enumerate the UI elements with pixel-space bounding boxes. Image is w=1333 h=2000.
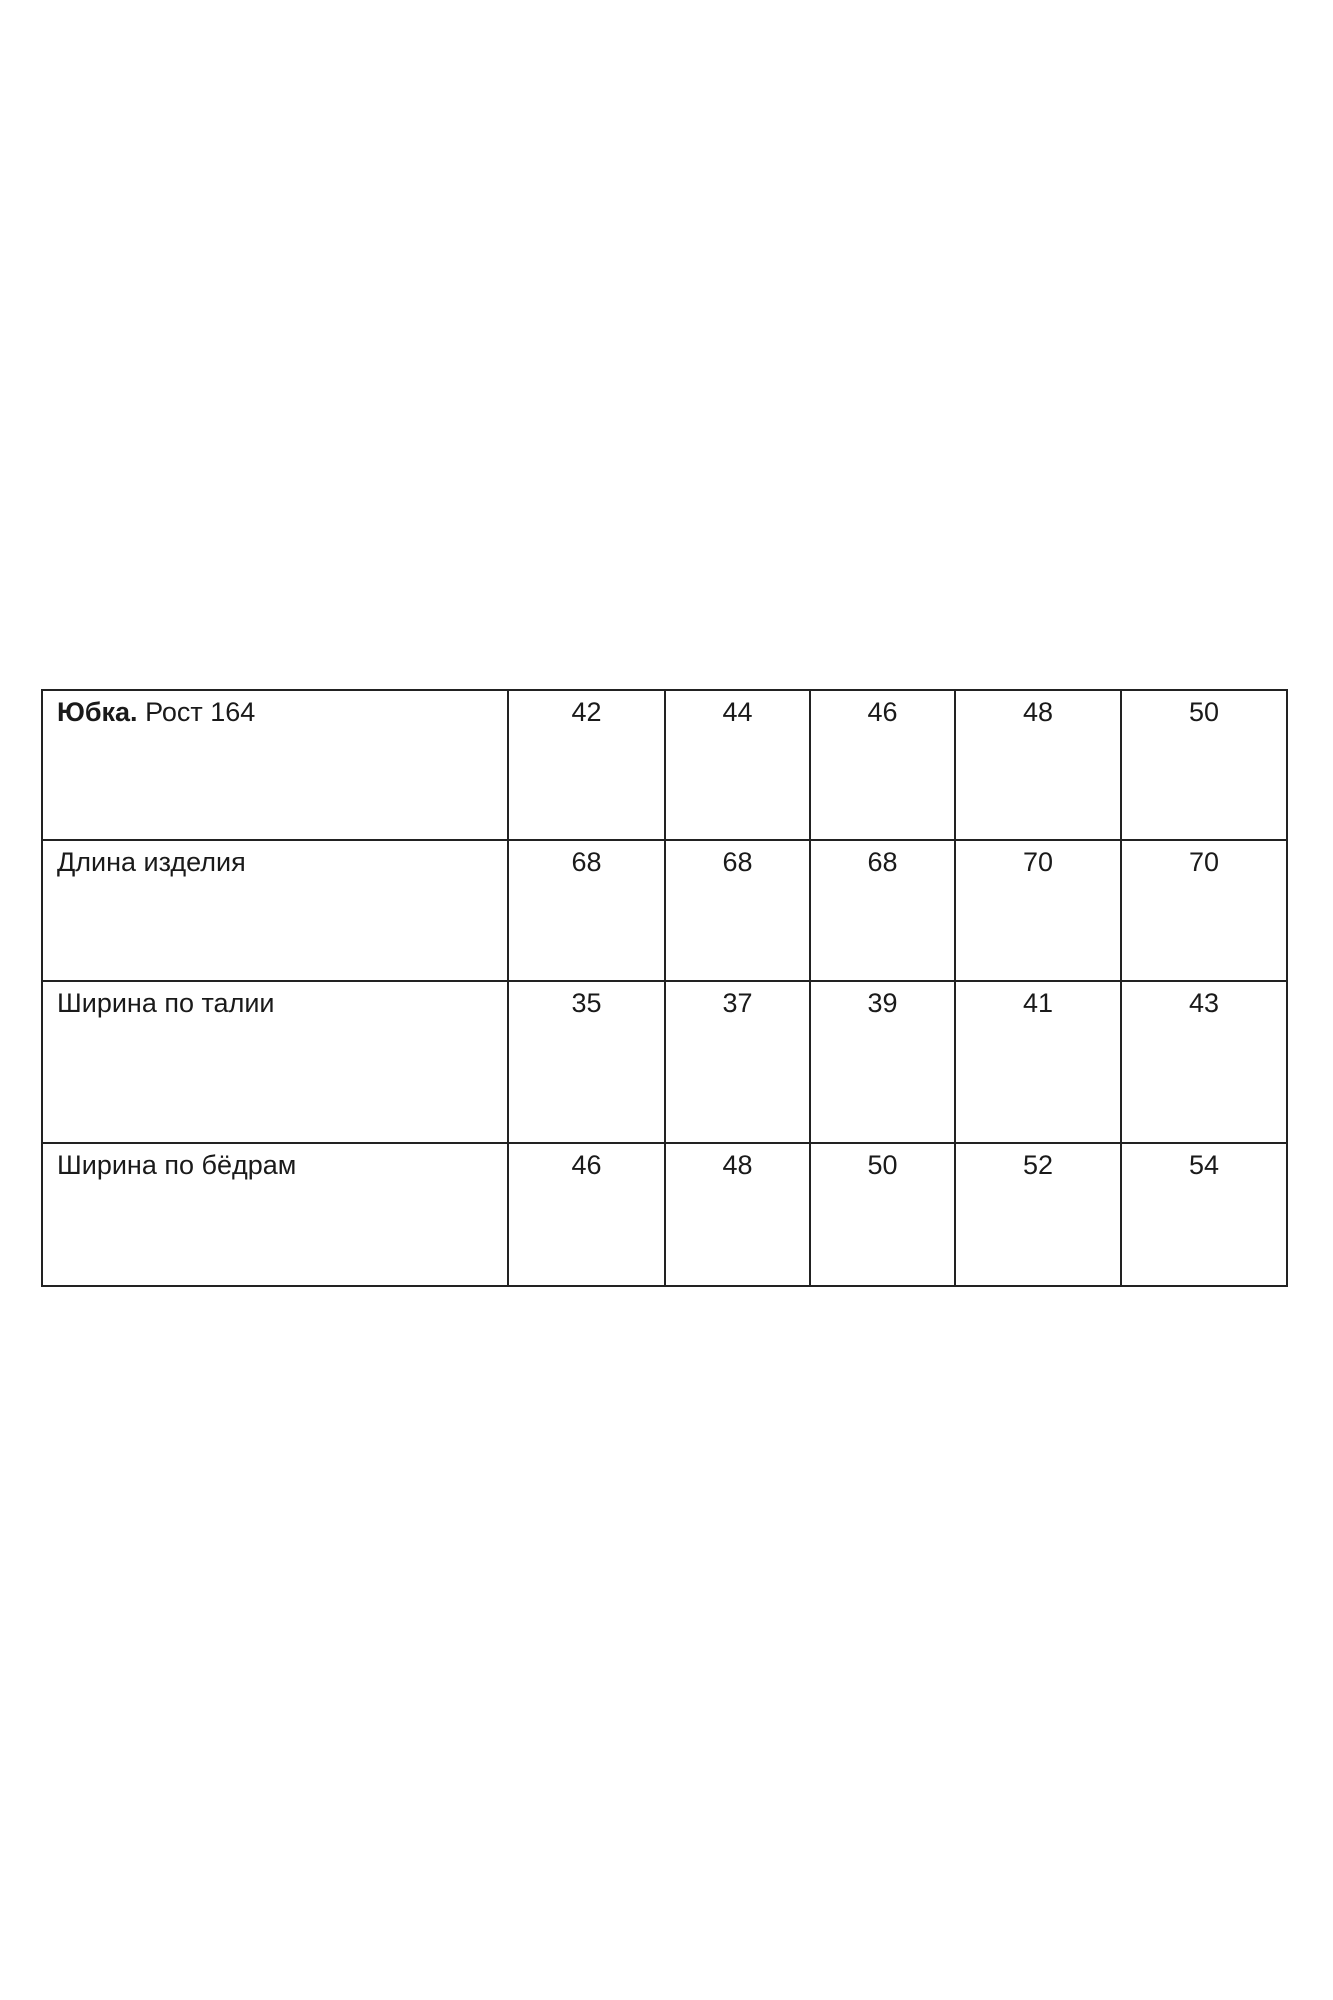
value-cell [508,981,665,1143]
value-cell [665,840,810,981]
measurement-value: 68 [571,847,602,877]
row-label-cell [42,981,508,1143]
size-value: 46 [867,697,898,727]
value-cell [955,981,1121,1143]
value-cell [665,1143,810,1286]
header-label [43,691,507,726]
measurement-value: 35 [571,988,602,1018]
size-value: 48 [1022,697,1054,727]
size-cell [508,690,665,840]
row-label: Ширина по бёдрам [57,1150,297,1180]
measurement-value: 39 [867,988,898,1018]
measurement-value: 50 [867,1150,898,1180]
measurement-value: 43 [1188,988,1220,1018]
measurement-value: 68 [867,847,898,877]
value-cell [1121,840,1287,981]
value-cell [508,1143,665,1286]
value-cell [665,981,810,1143]
row-label: Длина изделия [57,847,246,877]
measurement-value: 70 [1188,847,1220,877]
table-row [42,981,1287,1143]
value-cell [955,1143,1121,1286]
size-value: 44 [722,697,753,727]
size-cell [810,690,955,840]
measurement-value: 70 [1022,847,1054,877]
table-row [42,1143,1287,1286]
header-label-cell [42,690,508,840]
size-table [41,689,1288,1287]
size-cell [665,690,810,840]
size-cell [1121,690,1287,840]
measurement-value: 37 [722,988,753,1018]
table-row [42,840,1287,981]
value-cell [508,840,665,981]
row-label-cell [42,840,508,981]
value-cell [1121,981,1287,1143]
measurement-value: 68 [722,847,753,877]
size-cell [955,690,1121,840]
measurement-value: 54 [1188,1150,1220,1180]
header-row [42,690,1287,840]
measurement-value: 52 [1022,1150,1054,1180]
measurement-value: 41 [1022,988,1054,1018]
value-cell [1121,1143,1287,1286]
row-label: Ширина по талии [57,988,275,1018]
value-cell [810,840,955,981]
measurement-value: 46 [571,1150,602,1180]
measurement-value: 48 [722,1150,753,1180]
product-name: Юбка. [57,697,138,727]
height-label: Рост 164 [137,697,256,727]
value-cell [955,840,1121,981]
value-cell [810,1143,955,1286]
size-value: 42 [571,697,602,727]
size-value: 50 [1188,697,1220,727]
value-cell [810,981,955,1143]
row-label-cell [42,1143,508,1286]
